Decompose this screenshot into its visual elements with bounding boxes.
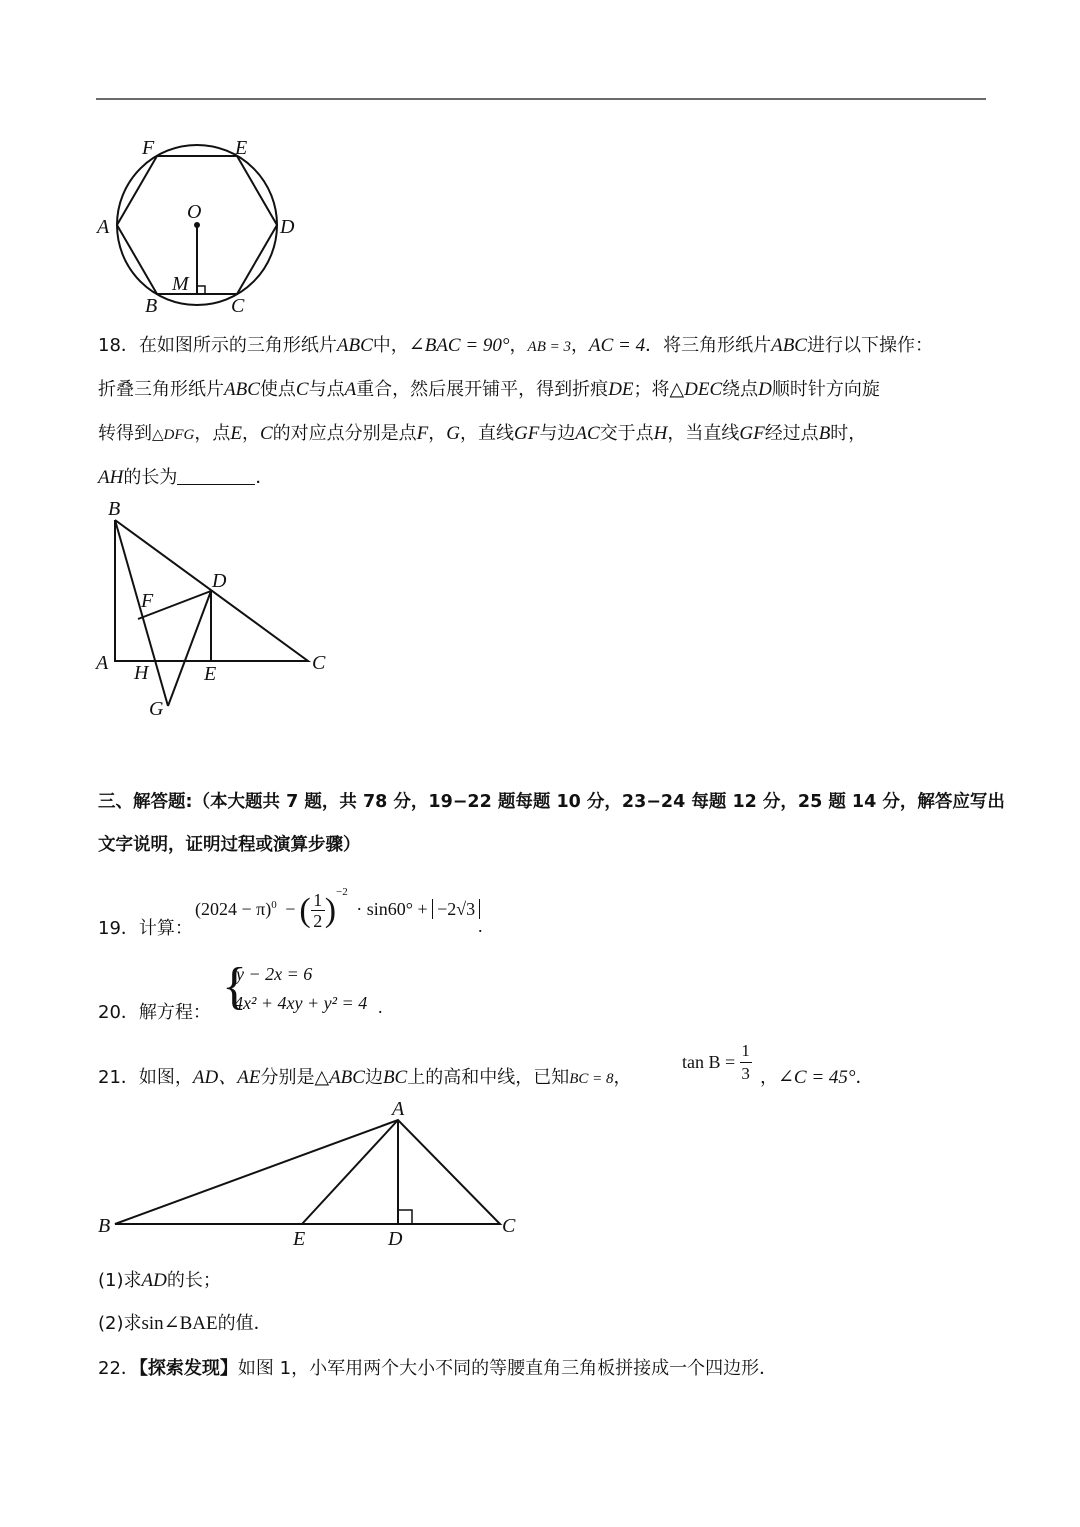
q21-line1: 21．如图，AD、AE分别是△ABC边BC上的高和中线，已知BC = 8， bbox=[98, 1067, 632, 1088]
label-C: C bbox=[502, 1215, 516, 1237]
section3-heading-line1: 三、解答题:（本大题共 7 题，共 78 分，19−22 题每题 10 分，23−24 每题 12 分，25 题 14 分，解答应写出 bbox=[98, 792, 1005, 812]
label-D: D bbox=[280, 216, 295, 238]
q18-line3: 转得到△DFG，点E，C的对应点分别是点F，G，直线GF与边AC交于点H，当直线GF经过点B时， bbox=[98, 423, 867, 444]
triangle-height-median-figure bbox=[90, 1095, 530, 1255]
hexagon-figure bbox=[90, 130, 310, 320]
q19-label: 19．计算： bbox=[98, 918, 193, 939]
right-angle-mark bbox=[197, 286, 205, 294]
label-F: F bbox=[142, 137, 155, 159]
q18-line4: AH的长为 ． bbox=[98, 467, 274, 488]
q19-expression: $(2024 - \pi)^0$ − ( $\frac{1}{2}$ )$^{-2}$ · sin60° + −2√3 bbox=[195, 886, 480, 936]
right-angle-mark bbox=[398, 1210, 412, 1224]
q21-part2: (2)求sin∠BAE的值． bbox=[98, 1313, 272, 1334]
q21-tanb: tan B = $\frac{1}{3}$ bbox=[682, 1041, 750, 1083]
label-C: C bbox=[312, 652, 326, 674]
label-E: E bbox=[293, 1228, 306, 1250]
section3-heading-line2: 文字说明，证明过程或演算步骤） bbox=[98, 835, 361, 855]
answer-blank[interactable] bbox=[177, 466, 255, 485]
q21-line1-end: ，∠C = 45°． bbox=[760, 1067, 874, 1088]
label-D: D bbox=[212, 570, 227, 592]
q20-label: 20．解方程： bbox=[98, 1002, 211, 1023]
q19-end-dot: . bbox=[478, 916, 483, 936]
label-B: B bbox=[98, 1215, 111, 1237]
label-D: D bbox=[388, 1228, 403, 1250]
segment-gd bbox=[168, 591, 211, 706]
q21-part1: (1)求AD的长； bbox=[98, 1270, 221, 1291]
label-G: G bbox=[149, 698, 164, 720]
q20-eq2: 4x² + 4xy + y² = 4 bbox=[234, 993, 368, 1013]
label-O: O bbox=[187, 201, 202, 223]
label-C: C bbox=[231, 295, 245, 317]
header-rule bbox=[96, 98, 986, 100]
median-ae bbox=[302, 1120, 398, 1224]
q20-end-dot: . bbox=[378, 997, 383, 1017]
q18-line2: 折叠三角形纸片ABC使点C与点A重合，然后展开铺平，得到折痕DE；将△DEC绕点D顺时针方向旋 bbox=[98, 379, 880, 400]
label-E: E bbox=[204, 663, 217, 685]
label-B: B bbox=[108, 498, 121, 520]
q20-eq1: y − 2x = 6 bbox=[236, 964, 313, 984]
label-E: E bbox=[235, 137, 248, 159]
label-A: A bbox=[97, 216, 110, 238]
q22-line1: 22．【探索发现】如图 1，小军用两个大小不同的等腰直角三角板拼接成一个四边形． bbox=[98, 1358, 778, 1379]
triangle-abc bbox=[115, 1120, 500, 1224]
label-A: A bbox=[96, 652, 109, 674]
fold-triangle-figure bbox=[90, 495, 350, 725]
label-A: A bbox=[392, 1098, 405, 1120]
label-H: H bbox=[134, 662, 149, 684]
label-M: M bbox=[172, 273, 189, 295]
q18-line1: 18．在如图所示的三角形纸片ABC中，∠BAC = 90°，AB = 3，AC = 4．将三角形纸片ABC进行以下操作： bbox=[98, 335, 933, 356]
label-F: F bbox=[141, 590, 154, 612]
label-B: B bbox=[145, 295, 158, 317]
